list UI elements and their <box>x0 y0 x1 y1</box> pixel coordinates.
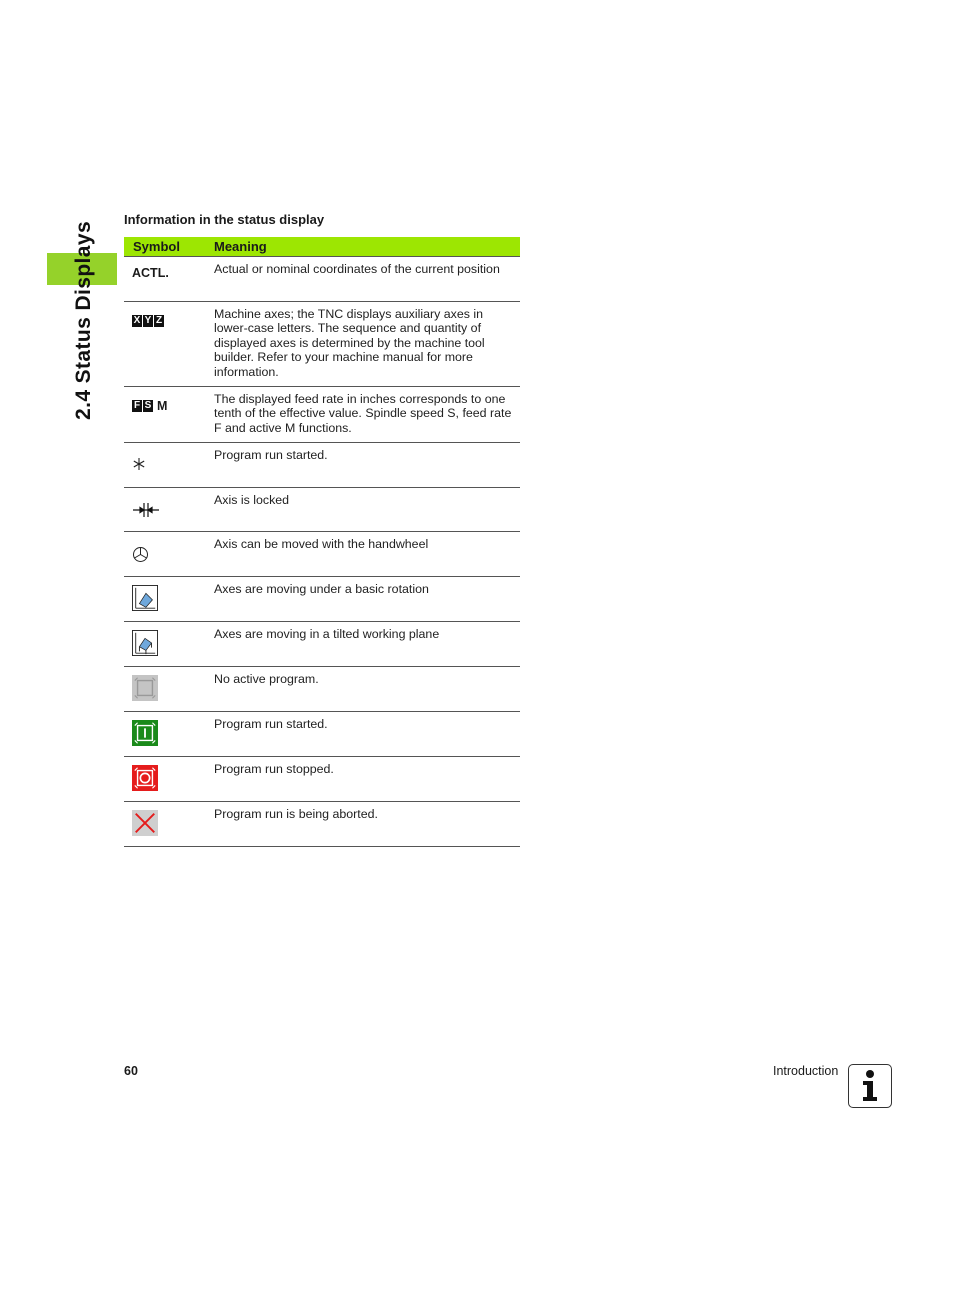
table-row <box>124 577 520 622</box>
spindle-symbol: S <box>144 400 152 411</box>
table-row <box>124 757 520 802</box>
page-number: 60 <box>124 1064 138 1078</box>
table-row <box>124 712 520 757</box>
axis-z-symbol: Z <box>155 315 163 326</box>
table-row <box>124 622 520 667</box>
table-row <box>124 488 520 532</box>
row-meaning: Program run started. <box>214 448 328 462</box>
section-heading: Information in the status display <box>124 212 325 227</box>
row-meaning: Axis can be moved with the handwheel <box>214 537 429 551</box>
row-meaning: Axes are moving under a basic rotation <box>214 582 429 596</box>
program-started-icon <box>132 720 158 746</box>
table-row <box>124 302 520 387</box>
row-meaning: Actual or nominal coordinates of the current position <box>214 262 500 276</box>
header-symbol: Symbol <box>133 239 180 254</box>
asterisk-icon <box>132 457 146 471</box>
m-function-symbol: M <box>157 399 168 413</box>
table-row <box>124 387 520 443</box>
status-symbol-table <box>124 237 520 847</box>
header-meaning: Meaning <box>214 239 267 254</box>
chapter-name: Introduction <box>773 1064 839 1078</box>
axis-y-symbol: Y <box>144 315 152 326</box>
tilted-plane-icon <box>132 630 158 656</box>
table-row <box>124 532 520 577</box>
basic-rotation-icon <box>132 585 158 611</box>
table-row <box>124 257 520 302</box>
row-meaning: No active program. <box>214 672 319 686</box>
info-icon <box>848 1064 892 1108</box>
program-aborted-icon <box>132 810 158 836</box>
row-meaning: Axes are moving in a tilted working plane <box>214 627 440 641</box>
side-section-title: 2.4 Status Displays <box>72 220 95 420</box>
table-row <box>124 443 520 488</box>
row-meaning: Program run started. <box>214 717 328 731</box>
table-row <box>124 667 520 712</box>
row-meaning: Machine axes; the TNC displays auxiliary axes in lower-case letters. The sequence and quantity of displayed axes is determined by the machine tool builder. Refer to your machine manual for more information. <box>214 307 485 379</box>
axis-x-symbol: X <box>133 315 141 326</box>
table-header <box>124 237 520 257</box>
row-meaning: The displayed feed rate in inches corresponds to one tenth of the effective value. Spindle speed S, feed rate F and active M functions. <box>214 392 512 435</box>
program-stopped-icon <box>132 765 158 791</box>
no-program-icon <box>132 675 158 701</box>
axis-locked-icon <box>132 502 160 518</box>
row-meaning: Program run is being aborted. <box>214 807 378 821</box>
feed-symbol: F <box>133 400 141 411</box>
handwheel-icon <box>132 546 149 563</box>
row-meaning: Program run stopped. <box>214 762 334 776</box>
row-meaning: Axis is locked <box>214 493 290 507</box>
table-row <box>124 802 520 847</box>
actl-symbol: ACTL. <box>132 266 169 280</box>
